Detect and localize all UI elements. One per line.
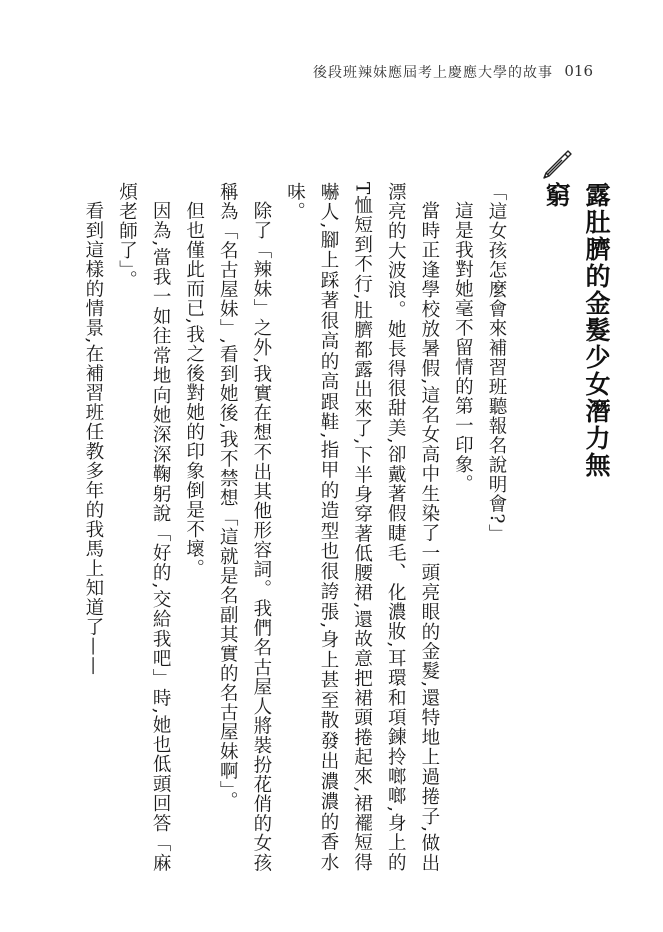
page-number: 016 [564, 62, 593, 80]
paragraph: 除了「辣妹」之外,我實在想不出其他形容詞。我們名古屋人將裝扮花俏的女孩稱為「名古屋妹」,看到她後,我不禁想「這就是名副其實的名古屋妹啊」。 [217, 182, 272, 872]
running-header [313, 62, 553, 82]
paragraph: 看到這樣的情景,在補習班任教多年的我馬上知道了—— [82, 200, 104, 676]
paragraph: 因為,當我一如往常地向她深深鞠躬說「好的,交給我吧」時,她也低頭回答「麻煩老師了」。 [116, 182, 172, 872]
pencil-icon [538, 148, 572, 182]
paragraph: 但也僅此而已,我之後對她的印象倒是不壞。 [183, 200, 205, 578]
paragraph: 當時正逢學校放暑假,這名女高中生染了一頭亮眼的金髮,還特地上過捲子,做出漂亮的大波浪。她長得很甜美,卻戴著假睫毛、化濃妝,耳環和項鍊拎啷啷,身上的T恤短到不行,肚臍都露出來了,下半身穿著低腰裙,還故意把裙頭捲起來,裙襬短得嚇人,腳上踩著很高的高跟鞋,指甲的造型也很誇張,身上甚至散發出濃濃的香水味。 [284, 182, 440, 872]
chapter-title: 露肚臍的金髮少女潛力無窮 [542, 182, 611, 479]
body-text [76, 182, 513, 872]
paragraph: 「這女孩怎麼會來補習班聽報名說明會?」 [486, 182, 507, 544]
paragraph: 這是我對她毫不留情的第一印象。 [452, 200, 474, 493]
running-title: 後段班辣妹應屆考上慶應大學的故事 [313, 65, 553, 81]
